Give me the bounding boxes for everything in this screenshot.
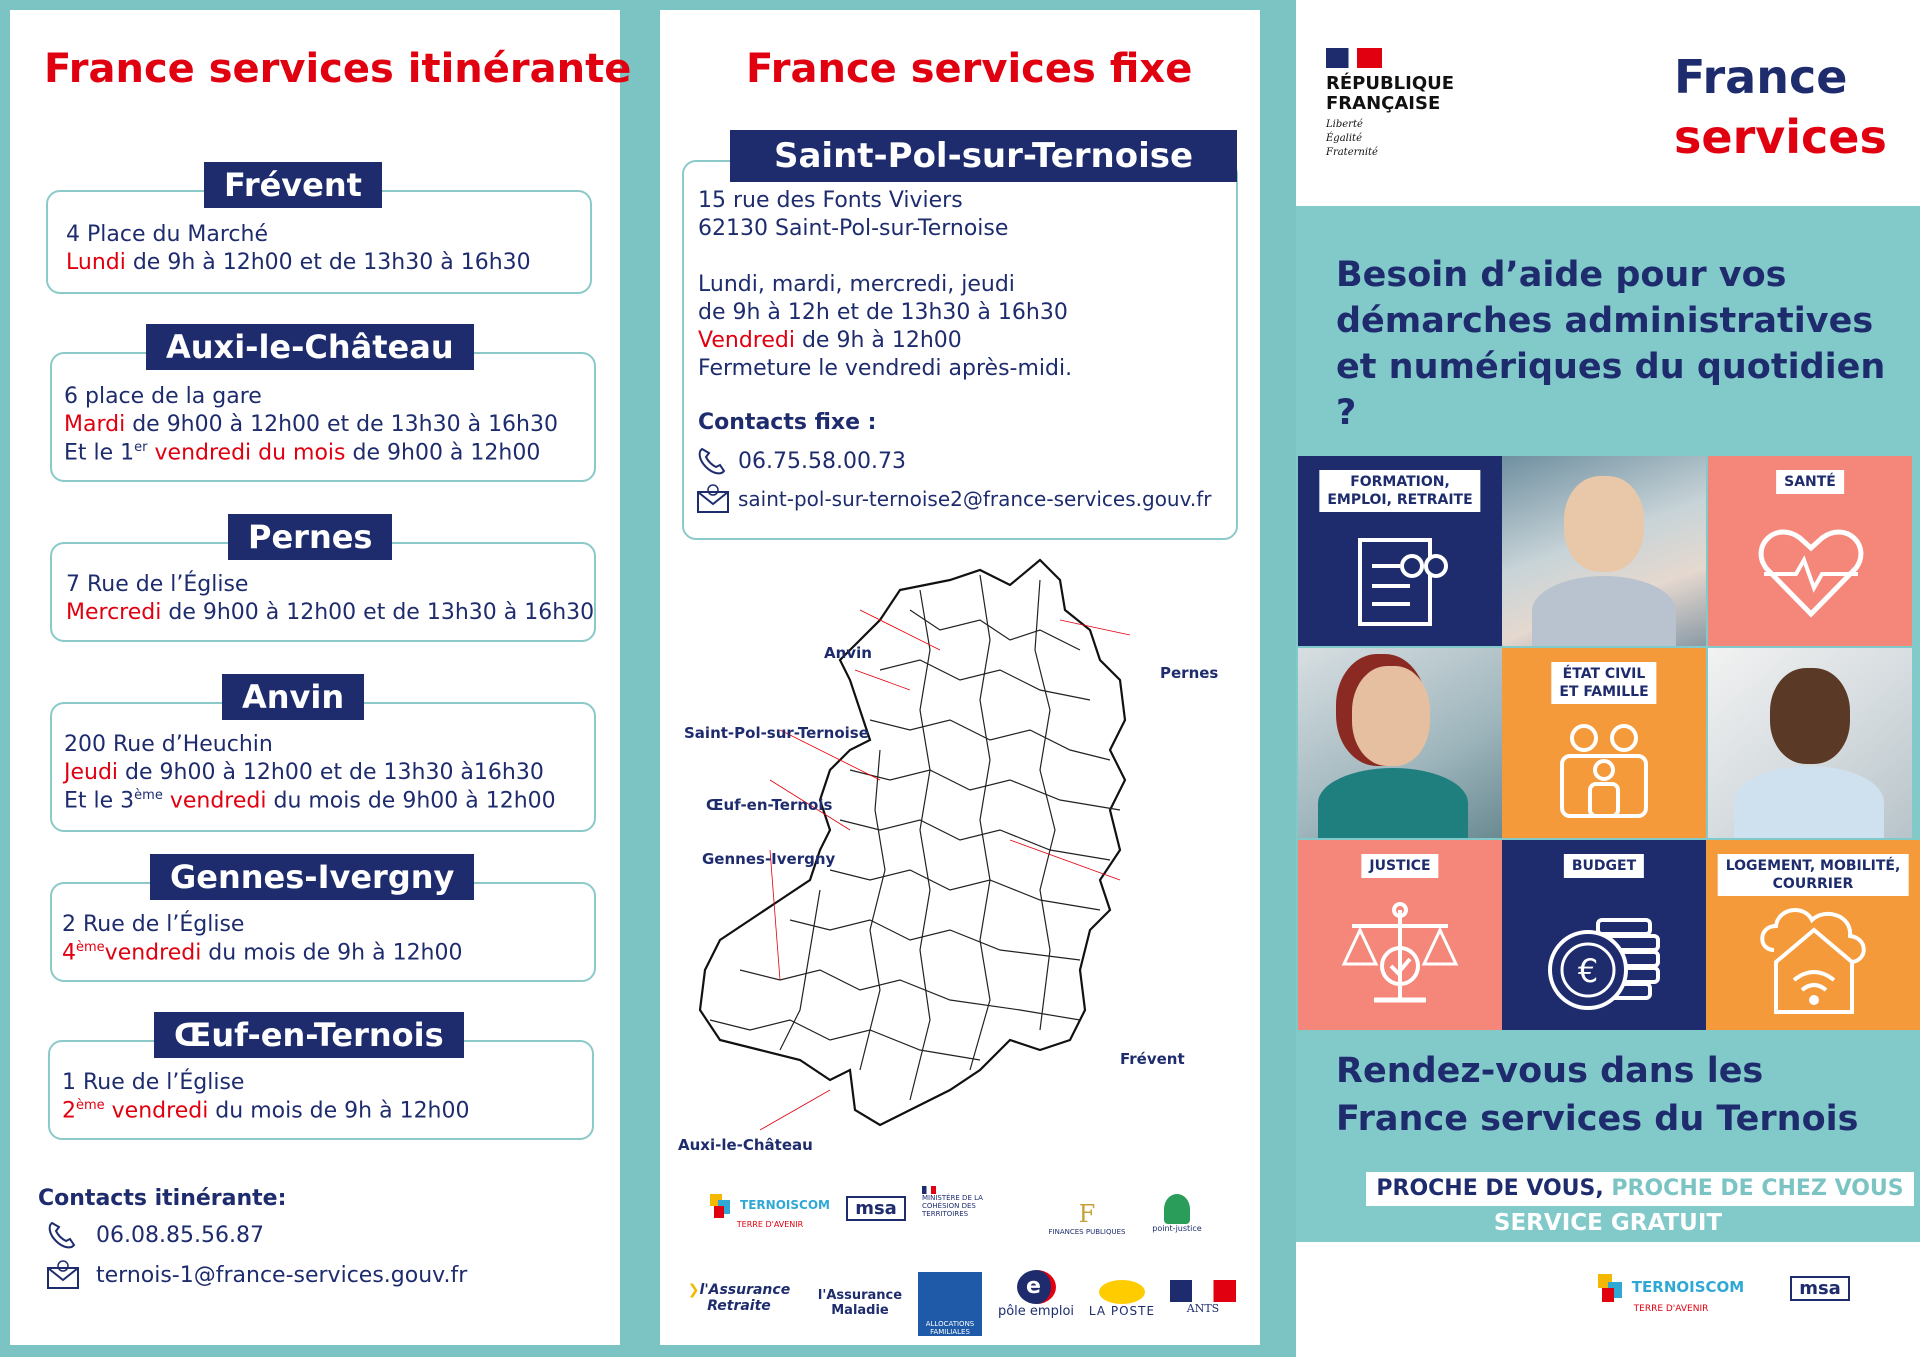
msa-logo: msa: [846, 1196, 906, 1221]
photo-woman-smiling: [1298, 648, 1502, 838]
email-address[interactable]: ternois-1@france-services.gouv.fr: [96, 1262, 468, 1288]
shoulders-shape: [1318, 768, 1468, 838]
face-shape: [1564, 476, 1644, 572]
rdv-line-2: France services du Ternois: [1336, 1099, 1859, 1139]
photo-man-glasses: [1708, 648, 1912, 838]
fixed-site-name: Saint-Pol-sur-Ternoise: [730, 130, 1237, 182]
pole-emploi-logo: e pôle emploi: [996, 1270, 1076, 1319]
site-address: 2 Rue de l’Église: [62, 912, 245, 937]
heart-icon: [1756, 522, 1866, 622]
family-icon: [1554, 722, 1654, 822]
fixed-title: France services fixe: [746, 46, 1193, 92]
email-icon: [46, 1260, 80, 1290]
svg-text:€: €: [1577, 952, 1599, 990]
photo-woman-glasses: [1502, 456, 1706, 646]
site-address: 1 Rue de l’Église: [62, 1070, 245, 1095]
assurance-retraite-logo: ❯l'Assurance Retraite: [687, 1282, 791, 1314]
contacts-label: Contacts itinérante:: [38, 1186, 287, 1211]
itinerant-panel: [10, 10, 632, 1345]
site-hours: 2ème vendredi du mois de 9h à 12h00: [62, 1098, 470, 1124]
ternoiscom-logo: TERNOISCOM TERRE D'AVENIR: [710, 1190, 830, 1229]
document-glasses-icon: [1350, 536, 1450, 626]
email-address[interactable]: saint-pol-sur-ternoise2@france-services.gouv.fr: [738, 487, 1212, 511]
map-label-frevent: Frévent: [1120, 1050, 1185, 1068]
site-hours: Jeudi de 9h00 à 12h00 et de 13h30 à16h30: [64, 760, 544, 785]
site-hours: Et le 1er vendredi du mois de 9h00 à 12h00: [64, 440, 541, 466]
fixed-address-1: 15 rue des Fonts Viviers: [698, 188, 963, 213]
scales-icon: [1340, 900, 1460, 1010]
site-address: 7 Rue de l’Église: [66, 572, 249, 597]
map-label-auxi: Auxi-le-Château: [678, 1136, 813, 1154]
cover-panel: [1296, 0, 1920, 1357]
email-contact[interactable]: [46, 1260, 467, 1290]
marianne-logo: RÉPUBLIQUE FRANÇAISE Liberté Égalité Fraternité: [1326, 48, 1454, 160]
ternoiscom-logo: TERNOISCOM TERRE D'AVENIR: [1596, 1270, 1746, 1314]
service-gratuit: SERVICE GRATUIT: [1493, 1210, 1723, 1236]
cover-question: Besoin d’aide pour vos démarches administratives et numériques du quotidien ?: [1336, 255, 1886, 433]
fixed-closure: Fermeture le vendredi après-midi.: [698, 356, 1073, 381]
rdv-line-1: Rendez-vous dans les: [1336, 1051, 1764, 1091]
tile-sante[interactable]: SANTÉ: [1708, 456, 1912, 646]
map-label-saint-pol: Saint-Pol-sur-Ternoise: [684, 724, 869, 742]
site-hours: Lundi de 9h à 12h00 et de 13h30 à 16h30: [66, 250, 531, 275]
euro-coins-icon: [1548, 910, 1668, 1020]
email-icon: [696, 484, 730, 514]
fixed-address-2: 62130 Saint-Pol-sur-Ternoise: [698, 216, 1009, 241]
tile-formation[interactable]: FORMATION, EMPLOI, RETRAITE: [1298, 456, 1502, 646]
site-hours: Mardi de 9h00 à 12h00 et de 13h30 à 16h30: [64, 412, 558, 437]
site-address: 200 Rue d’Heuchin: [64, 732, 273, 757]
fixed-days-1: Lundi, mardi, mercredi, jeudi: [698, 272, 1015, 297]
site-hours: 4èmevendredi du mois de 9h à 12h00: [62, 940, 463, 966]
site-name-oeuf: Œuf-en-Ternois: [154, 1012, 464, 1058]
site-name-frevent: Frévent: [204, 162, 382, 208]
phone-icon: [696, 446, 730, 476]
site-name-auxi: Auxi-le-Château: [146, 324, 474, 370]
map-label-pernes: Pernes: [1160, 664, 1219, 682]
tile-logement[interactable]: LOGEMENT, MOBILITÉ, COURRIER: [1706, 840, 1920, 1030]
face-shape: [1770, 668, 1850, 764]
msa-logo: msa: [1790, 1276, 1850, 1301]
tile-justice[interactable]: JUSTICE: [1298, 840, 1502, 1030]
tile-budget[interactable]: BUDGET €: [1502, 840, 1706, 1030]
map-label-gennes: Gennes-Ivergny: [702, 850, 836, 868]
shoulders-shape: [1734, 766, 1884, 838]
site-name-gennes: Gennes-Ivergny: [150, 854, 474, 900]
site-address: 4 Place du Marché: [66, 222, 268, 247]
tile-etat-civil[interactable]: ÉTAT CIVIL ET FAMILLE: [1502, 648, 1706, 838]
finances-publiques-logo: F FINANCES PUBLIQUES: [1048, 1200, 1126, 1236]
phone-number[interactable]: 06.08.85.56.87: [96, 1222, 264, 1248]
ants-logo: ANTS: [1170, 1280, 1236, 1315]
fixed-contacts-label: Contacts fixe :: [698, 410, 877, 435]
fixed-phone-contact[interactable]: [696, 446, 906, 476]
fixed-hours-2: Vendredi de 9h à 12h00: [698, 328, 962, 353]
map-label-oeuf: Œuf-en-Ternois: [706, 796, 833, 814]
phone-number[interactable]: 06.75.58.00.73: [738, 448, 906, 474]
site-hours: Et le 3ème vendredi du mois de 9h00 à 12h00: [64, 788, 556, 814]
house-cloud-wifi-icon: [1754, 900, 1874, 1020]
point-justice-logo: point-justice: [1142, 1194, 1212, 1233]
map-label-anvin: Anvin: [824, 644, 872, 662]
phone-icon: [46, 1220, 80, 1250]
assurance-maladie-logo: l'Assurance Maladie: [817, 1288, 903, 1318]
face-shape: [1352, 666, 1430, 766]
brand-services: services: [1674, 110, 1887, 164]
ministere-logo: MINISTÈRE DE LA COHÉSION DES TERRITOIRES: [922, 1186, 1022, 1218]
brand-france: France: [1674, 50, 1848, 104]
site-name-anvin: Anvin: [222, 674, 364, 720]
shoulders-shape: [1532, 576, 1676, 646]
la-poste-logo: LA POSTE: [1084, 1280, 1160, 1318]
fixed-hours-1: de 9h à 12h et de 13h30 à 16h30: [698, 300, 1068, 325]
site-hours: Mercredi de 9h00 à 12h00 et de 13h30 à 16h30: [66, 600, 595, 625]
itinerant-title: France services itinérante: [44, 46, 632, 92]
site-address: 6 place de la gare: [64, 384, 262, 409]
site-name-pernes: Pernes: [228, 514, 392, 560]
fixed-panel: [660, 10, 1260, 1345]
proche-banner: PROCHE DE VOUS, PROCHE DE CHEZ VOUS: [1366, 1172, 1914, 1206]
fixed-email-contact[interactable]: [696, 484, 1212, 514]
phone-contact[interactable]: [46, 1220, 264, 1250]
caf-logo: ALLOCATIONS FAMILIALES: [918, 1272, 982, 1336]
